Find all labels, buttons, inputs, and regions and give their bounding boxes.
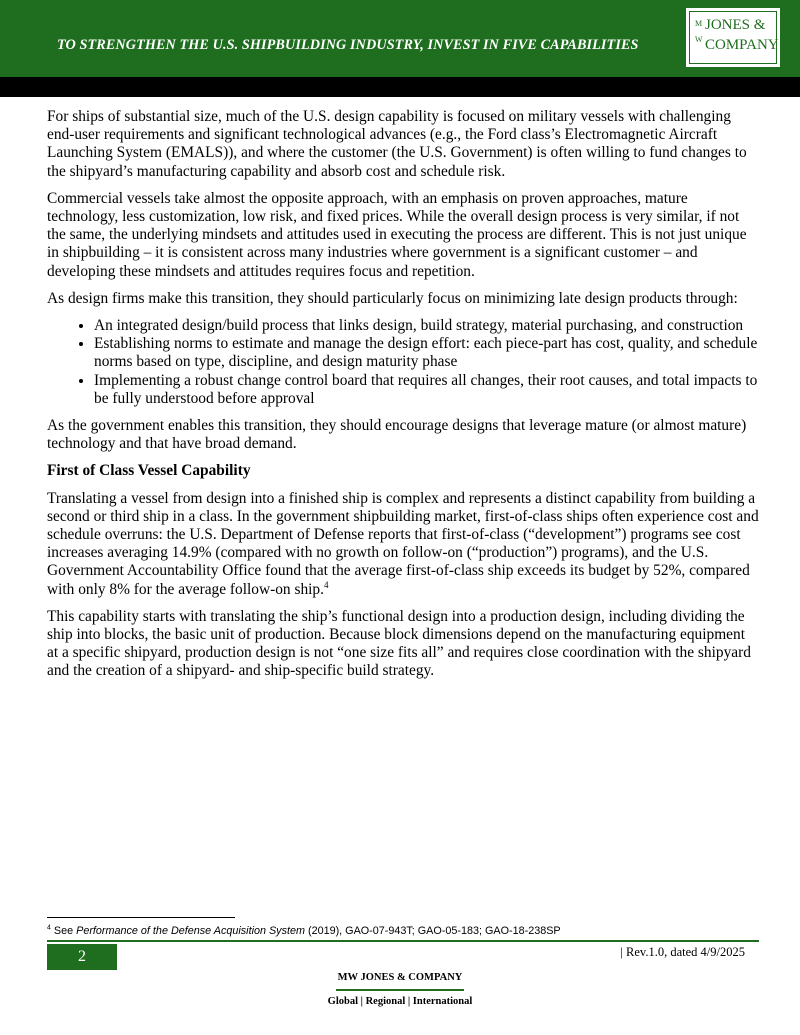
footer-tagline: Global | Regional | International	[327, 996, 473, 1007]
paragraph-government-role: As the government enables this transition, they should encourage designs that leverage mature (or almost mature) technology and that have broad demand.	[47, 417, 747, 453]
company-logo	[686, 8, 780, 67]
logo-letter-w: W	[695, 35, 703, 44]
list-item: • Establishing norms to estimate and manage the design effort: each piece-part has cost, quality, and schedule norms based on type, discipline, and design maturity phase	[94, 335, 759, 371]
page-body	[47, 108, 759, 690]
logo-frame	[689, 11, 777, 64]
logo-line-1: JONES &	[705, 17, 766, 33]
footer-company-underline	[336, 989, 464, 991]
first-of-class-text: Translating a vessel from design into a finished ship is complex and represents a distinct capability from building a second or third ship in a class. In the government shipbuilding market, first-of-class ships often experience cost and schedule overruns: the U.S. Department of Defense reports that first-of-class (“development”) programs see cost increases averaging 14.9% (compared with no growth on follow-on (“production”) programs), and the U.S. Government Accountability Office found that the average first-of-class ship exceeds its budget by 52%, compared with only 8% for the average follow-on ship.	[47, 489, 759, 598]
footnote-source-title: Performance of the Defense Acquisition System	[76, 925, 305, 937]
paragraph-transition-focus: As design firms make this transition, they should particularly focus on minimizing late design products through:	[47, 289, 738, 307]
logo-line-2: COMPANY	[705, 37, 779, 53]
footnote-mark: 4	[47, 924, 51, 932]
list-item: • An integrated design/build process that links design, build strategy, material purchasing, and construction	[94, 317, 759, 335]
footnote-separator	[47, 917, 235, 918]
paragraph-first-of-class	[47, 490, 759, 599]
logo-letter-m: M	[695, 19, 703, 28]
footer-company-name: MW JONES & COMPANY	[337, 972, 463, 983]
report-title: TO STRENGTHEN THE U.S. SHIPBUILDING INDUSTRY, INVEST IN FIVE CAPABILITIES	[57, 37, 639, 53]
paragraph-military-design: For ships of substantial size, much of the U.S. design capability is focused on military vessels with challenging end-user requirements and significant technological advances (e.g., the Ford class’s Electromagnetic Aircraft Launching System (EMALS)), and where the customer (the U.S. Government) is often willing to fund changes to the shipyard’s manufacturing capability and absorb cost and schedule risk.	[47, 108, 747, 180]
header-divider-band	[0, 77, 800, 97]
bullet-list	[47, 317, 759, 408]
footer-rule	[47, 940, 759, 942]
list-item: • Implementing a robust change control board that requires all changes, their root causes, and total impacts to be fully understood before approval	[94, 372, 759, 408]
footnote-prefix: See	[50, 925, 77, 937]
paragraph-production-design: This capability starts with translating the ship’s functional design into a production design, including dividing the ship into blocks, the basic unit of production. Because block dimensions depend on the manufacturing equipment at a specific shipyard, production design is not “one size fits all” and requires close coordination with the shipyard and the creation of a shipyard- and ship-specific build strategy.	[47, 607, 751, 680]
paragraph-commercial-approach: Commercial vessels take almost the opposite approach, with an emphasis on proven approaches, mature technology, less customization, low risk, and fixed prices. While the overall design process is very similar, if not the same, the underlying mindsets and attitudes used in executing the process are different. This is not just unique in shipbuilding – it is consistent across many industries where government is a significant customer – and developing these mindsets and attitudes requires focus and repetition.	[47, 189, 747, 280]
footnote-citations: (2019), GAO-07-943T; GAO-05-183; GAO-18-238SP	[304, 925, 561, 937]
section-heading: First of Class Vessel Capability	[47, 462, 251, 480]
revision-label: | Rev.1.0, dated 4/9/2025	[620, 945, 745, 959]
footnote	[47, 925, 561, 937]
page-number: 2	[78, 948, 86, 965]
footnote-reference[interactable]: 4	[323, 579, 329, 590]
